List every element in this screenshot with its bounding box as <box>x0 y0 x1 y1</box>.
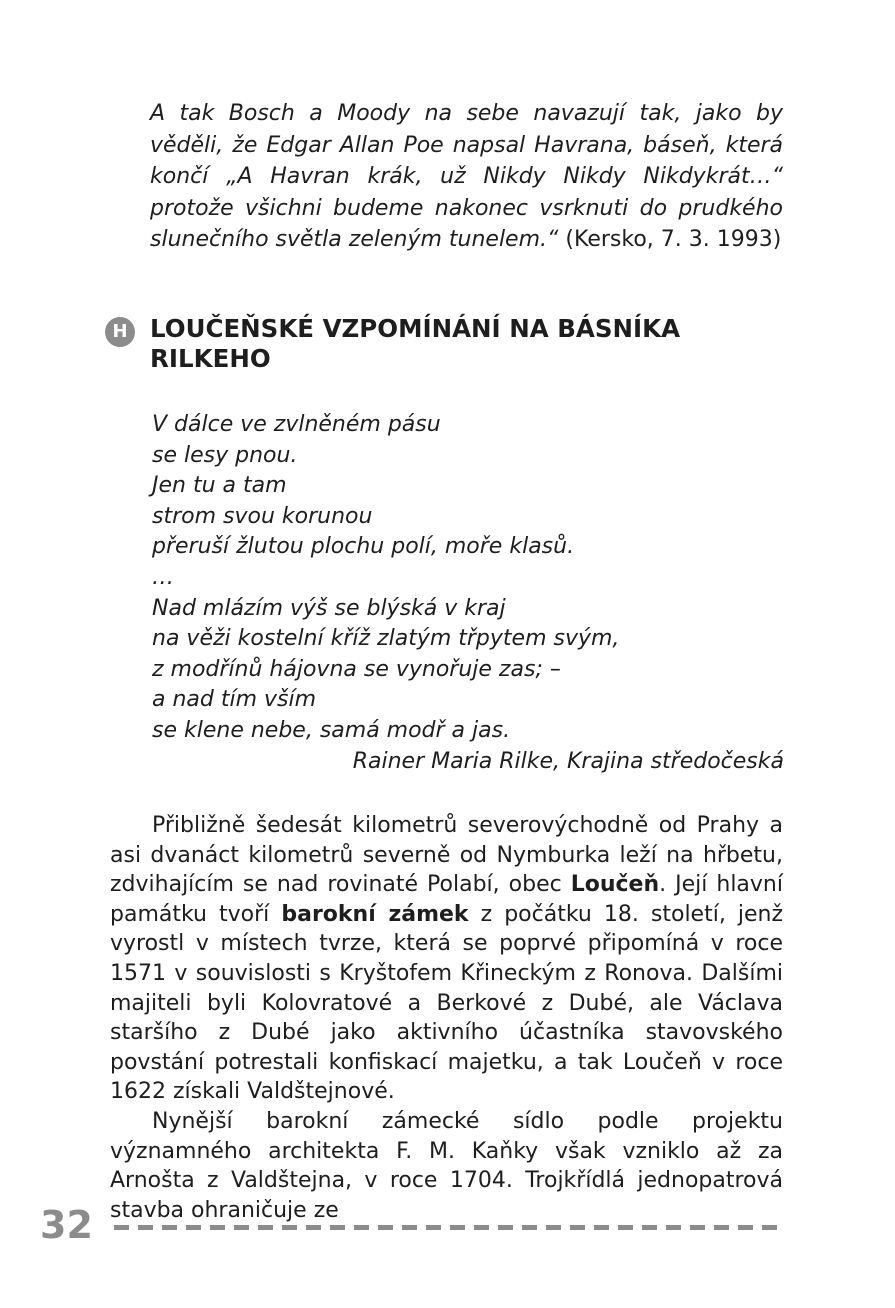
body-text-run: z počátku 18. století, jenž vyrostl v místech tvrze, která se poprvé připomíná v roce 1571 v souvislosti s Kryštofem Křineckým z Ronova. Dalšími majiteli byli Kolovratové a Berkové z Dubé, ale Václava staršího z Dubé jako aktivního účastníka stavovského povstání potrestali konfiskací majetku, a tak Loučeň v roce 1622 získali Valdštejnové. <box>110 901 784 1105</box>
page-number: 32 <box>40 1203 93 1247</box>
poem-line: z modřínů hájovna se vynořuje zas; – <box>152 656 561 682</box>
section-title-line-2: RILKEHO <box>150 344 271 373</box>
intro-quote-text: A tak Bosch a Moody na sebe navazují tak, jako by věděli, že Edgar Allan Poe napsal Havrana, báseň, která končí „A Havran krák, už Nikdy Nikdy Nikdykrát…“ protože všichni budeme nakonec vsrknuti do prudkého slunečního světla zeleným tunelem.“ <box>150 101 783 252</box>
poem-line: Jen tu a tam <box>152 473 287 499</box>
landmark-bold: barokní zámek <box>281 901 469 927</box>
poem-line: přeruší žlutou plochu polí, moře klasů. <box>152 534 575 560</box>
poem-line: a nad tím vším <box>152 687 317 713</box>
body-paragraph-2: Nynější barokní zámecké sídlo podle projektu významného architekta F. M. Kaňky však vzniklo až za Arnošta z Valdštejna, v roce 1704. Trojkřídlá jednopatrová stavba ohraničuje ze <box>110 1108 783 1223</box>
poem-line: na věži kostelní kříž zlatým třpytem svým, <box>152 626 620 652</box>
section-title-line-1: LOUČEŇSKÉ VZPOMÍNÁNÍ NA BÁSNÍKA <box>150 314 681 343</box>
body-text-run: Přibližně šedesát kilometrů severovýchodně od Prahy a asi dvanáct kilometrů severně od Nymburka leží na hřbetu, zdvihajícím se nad rovinaté Polabí, obec <box>110 813 783 898</box>
body-text <box>110 811 783 1225</box>
poem-line: se lesy pnou. <box>152 442 298 468</box>
body-text-run: . Její hlavní památku tvoří <box>110 872 783 927</box>
poem-attribution: Rainer Maria Rilke, Krajina středočeská <box>352 748 784 774</box>
section-title <box>150 314 680 374</box>
poem-line: V dálce ve zvlněném pásu <box>152 412 441 437</box>
poem-line: Nad mlázím výš se blýská v kraj <box>152 595 506 621</box>
poem-line: se klene nebe, samá modř a jas. <box>152 717 511 743</box>
footer-dashed-rule <box>114 1225 784 1230</box>
place-name-bold: Loučeň <box>570 872 660 898</box>
poem <box>152 410 784 777</box>
body-paragraph-1 <box>110 811 783 1107</box>
poem-line: strom svou korunou <box>152 503 373 529</box>
intro-quote <box>150 98 783 256</box>
poem-line: … <box>152 564 174 590</box>
page-footer <box>40 1201 800 1251</box>
intro-quote-source: (Kersko, 7. 3. 1993) <box>565 227 782 252</box>
section-badge: H <box>105 317 135 347</box>
